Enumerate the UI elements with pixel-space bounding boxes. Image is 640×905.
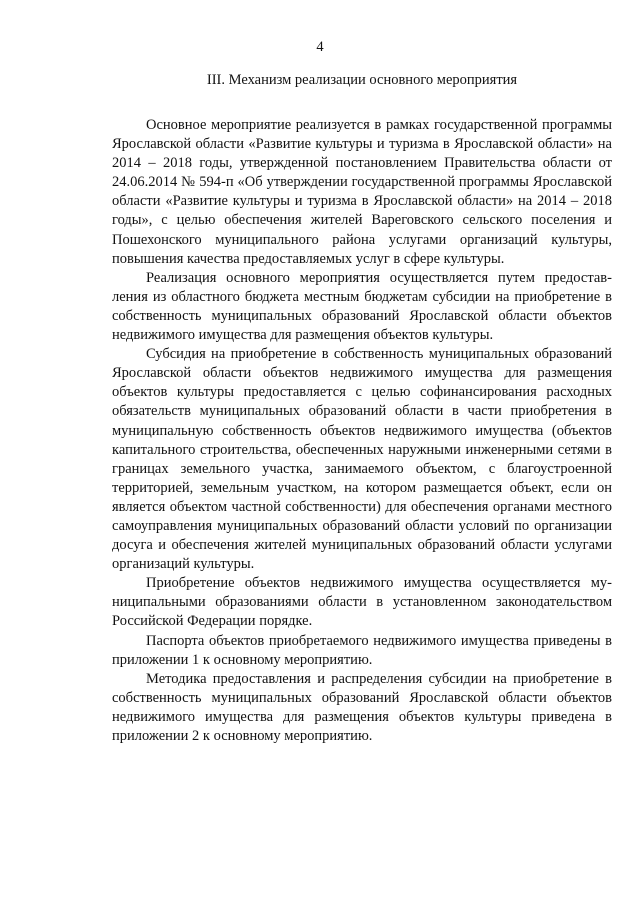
paragraph: Паспорта объектов приобретаемого недвижимого имущества приведены в приложении 1 к основному мероприятию. <box>112 632 612 668</box>
body-text <box>112 116 612 746</box>
section-title: III. Механизм реализации основного мероприятия <box>206 72 518 88</box>
paragraph: Методика предоставления и распределения субсидии на приобретение в собственность муниципальных образований Ярославской области объектов недвижимого имущества для размещения объектов культуры приведена в приложении 2 к основному мероприятию. <box>112 670 612 744</box>
paragraph: Реализация основного мероприятия осуществляется путем предоставления из областного бюджета местным бюджетам субсидии на приобретение в собственность муниципальных образований Ярославской области объектов недвижимого имущества для размещения объектов культуры. <box>112 269 612 344</box>
paragraph: Основное мероприятие реализуется в рамках государственной программы Ярославской области «Развитие культуры и туризма в Ярославской области» на 2014 – 2018 годы, утвержденной постановлением Правительства области от 24.06.2014 № 594-п «Об утверждении государственной программы Ярославской области «Развитие культуры и туризма в Ярославской области» на 2014 – 2018 годы», с целью обеспечения жителей Вареговского сельского поселения и Пошехонского муниципального района услугами организаций культуры, повышения качества предоставляемых услуг в сфере культуры. <box>112 117 612 267</box>
page-number: 4 <box>316 39 324 55</box>
paragraph: Приобретение объектов недвижимого имущества осуществляется муниципальными образованиями области в установленном законодательством Российской Федерации порядке. <box>112 575 612 630</box>
paragraph: Субсидия на приобретение в собственность муниципальных образований Ярославской области объектов недвижимого имущества для размещения объектов культуры предоставляется с целью софинансирования расходных обязательств муниципальных образований области в части приобретения в муниципальную собственность объектов недвижимого имущества (объектов капитального строительства, обеспеченных наружными инженерными сетями в границах земельного участка, занимаемого объектом, с благоустроенной территорией, земельным участком, на котором размещается объект, если он является объектом частной собственности) для обеспечения органами местного самоуправления муниципальных образований области условий по организации досуга и обеспечения жителей муниципальных образований области услугами организаций культуры. <box>112 346 612 573</box>
